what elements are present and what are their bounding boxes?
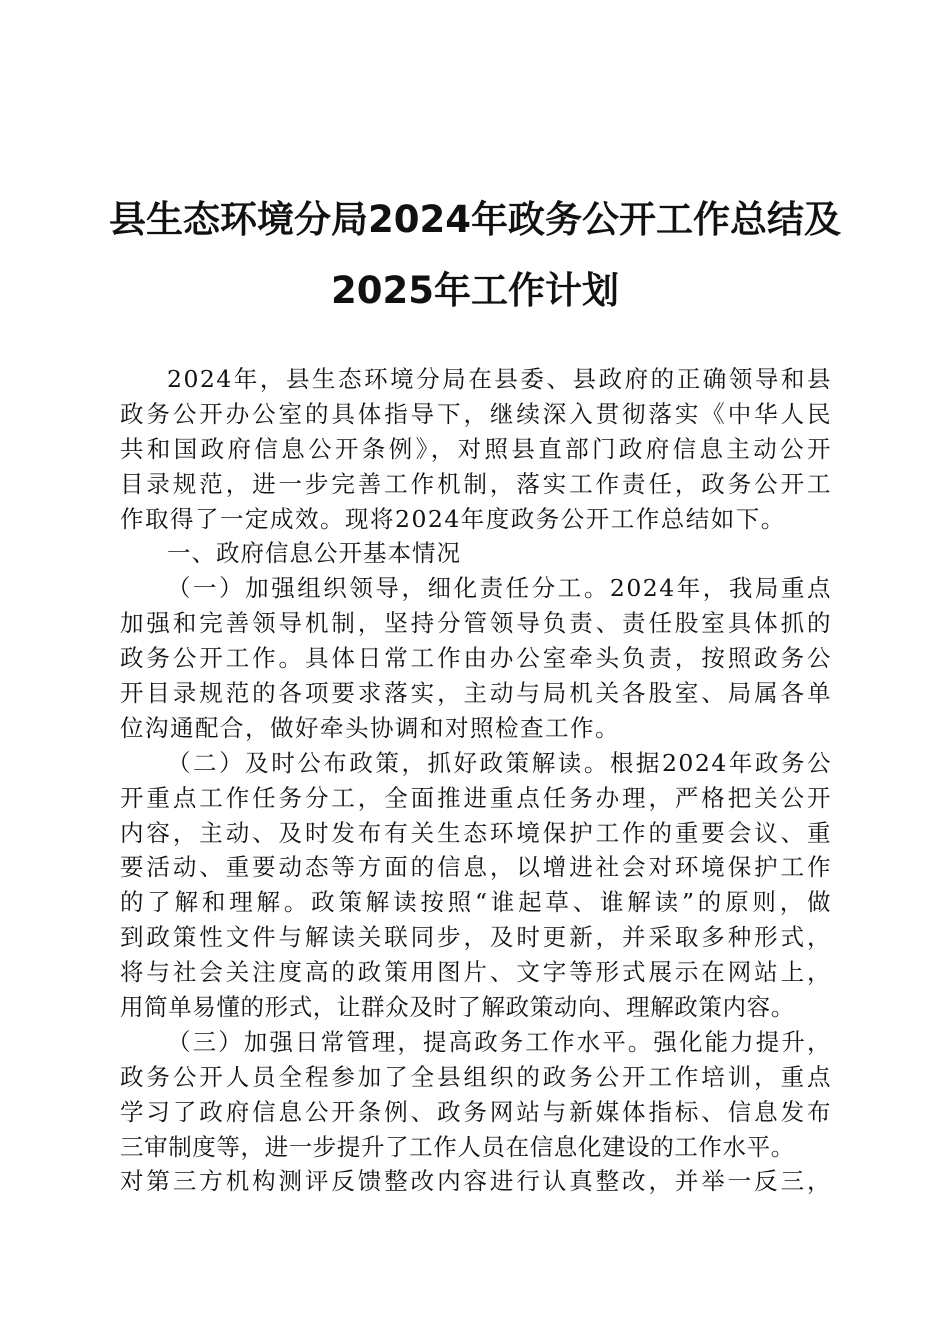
document-body: [120, 362, 832, 1199]
section-heading: 一、政府信息公开基本情况: [167, 539, 461, 568]
paragraph-line: 位沟通配合，做好牵头协调和对照检查工作。: [120, 713, 620, 742]
paragraph-line: 政务公开人员全程参加了全县组织的政务公开工作培训，重点: [120, 1062, 832, 1091]
paragraph-line: 政务公开工作。具体日常工作由办公室牵头负责，按照政务公: [120, 644, 832, 673]
paragraph-line: 三审制度等，进一步提升了工作人员在信息化建设的工作水平。: [120, 1132, 795, 1161]
paragraph-line: 用简单易懂的形式，让群众及时了解政策动向、理解政策内容。: [120, 993, 795, 1022]
paragraph-line: 内容，主动、及时发布有关生态环境保护工作的重要会议、重: [120, 818, 832, 847]
paragraph-line: 加强和完善领导机制，坚持分管领导负责、责任股室具体抓的: [120, 609, 832, 638]
paragraph-line: （三）加强日常管理，提高政务工作水平。强化能力提升，: [167, 1027, 832, 1056]
paragraph-line: 开目录规范的各项要求落实，主动与局机关各股室、局属各单: [120, 679, 832, 708]
document-title-line-1: 县生态环境分局2024年政务公开工作总结及: [109, 198, 841, 241]
paragraph-line: （二）及时公布政策，抓好政策解读。根据2024年政务公: [167, 748, 832, 777]
paragraph-line: 将与社会关注度高的政策用图片、文字等形式展示在网站上，: [120, 958, 832, 987]
paragraph-line: 的了解和理解。政策解读按照“谁起草、谁解读”的原则，做: [120, 888, 832, 917]
paragraph-line: （一）加强组织领导，细化责任分工。2024年，我局重点: [167, 574, 832, 603]
paragraph-line: 共和国政府信息公开条例》，对照县直部门政府信息主动公开: [120, 434, 832, 463]
document-title-line-2: 2025年工作计划: [331, 269, 619, 312]
paragraph-line: 政务公开办公室的具体指导下，继续深入贯彻落实《中华人民: [120, 399, 832, 428]
paragraph-line: 2024年，县生态环境分局在县委、县政府的正确领导和县: [167, 365, 832, 393]
paragraph-line: 要活动、重要动态等方面的信息，以增进社会对环境保护工作: [120, 853, 832, 882]
paragraph-line: 到政策性文件与解读关联同步，及时更新，并采取多种形式，: [120, 923, 832, 952]
paragraph-line: 学习了政府信息公开条例、政务网站与新媒体指标、信息发布: [120, 1097, 832, 1126]
paragraph-line: 对第三方机构测评反馈整改内容进行认真整改，并举一反三，: [120, 1167, 832, 1196]
paragraph-line: 作取得了一定成效。现将2024年度政务公开工作总结如下。: [120, 504, 786, 533]
paragraph-line: 开重点工作任务分工，全面推进重点任务办理，严格把关公开: [120, 783, 832, 812]
paragraph-line: 目录规范，进一步完善工作机制，落实工作责任，政务公开工: [120, 469, 832, 498]
